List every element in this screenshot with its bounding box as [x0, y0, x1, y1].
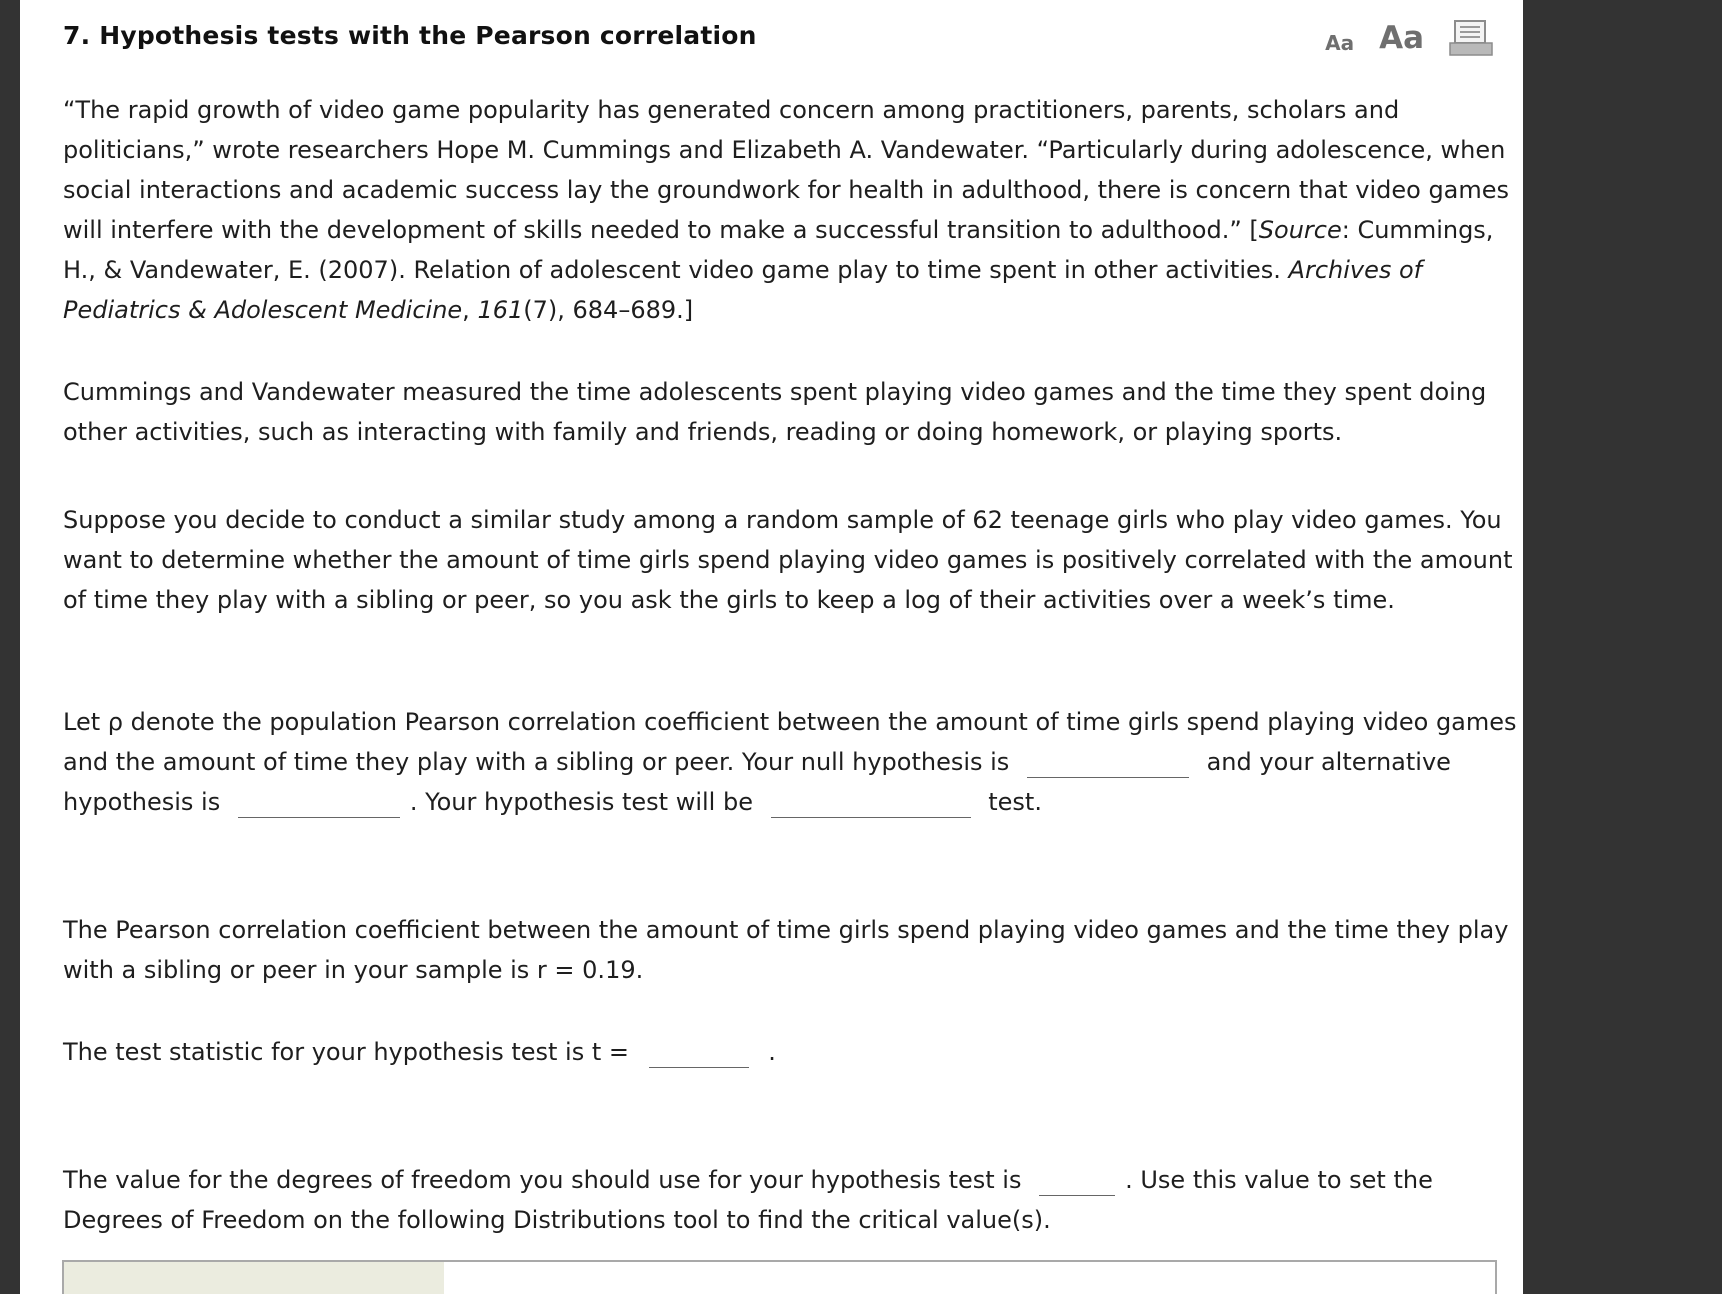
test-type-dropdown[interactable]	[771, 789, 971, 818]
dof-suffix: . Use this value to set the Degrees of Freedom on the following Distributions tool to find the critical value(s).	[63, 1166, 1433, 1234]
null-hypothesis-dropdown[interactable]	[1027, 749, 1189, 778]
hypothesis-text-1: Let ρ denote the population Pearson correlation coefficient between the amount of time girls spend playing video games and the amount of time they play with a sibling or peer. Your null hypothesis is	[63, 708, 1517, 776]
journal-volume: 161	[477, 296, 524, 324]
question-page	[20, 0, 1523, 1294]
alternative-hypothesis-dropdown[interactable]	[238, 789, 400, 818]
degrees-of-freedom-paragraph	[63, 1160, 1521, 1240]
scenario-paragraph: Suppose you decide to conduct a similar study among a random sample of 62 teenage girls who play video games. You want to determine whether the amount of time girls spend playing video games is positively correlated with the amount of time they play with a sibling or peer, so you ask the girls to keep a log of their activities over a week’s time.	[63, 506, 1513, 614]
hypothesis-paragraph	[63, 702, 1521, 822]
test-statistic-text: The test statistic for your hypothesis test is t =	[63, 1038, 630, 1066]
quote-text: “The rapid growth of video game popularity has generated concern among practitioners, parents, scholars and politicians,” wrote researchers Hope M. Cummings and Elizabeth A. Vandewater. “Particularly during adolescence, when social interactions and academic success lay the groundwork for health in adulthood, there is concern that video games will interfere with the development of skills needed to make a successful transition to adulthood.”	[63, 96, 1510, 244]
source-citation: : Cummings, H., & Vandewater, E. (2007). Relation of adolescent video game play to time spent in other activities.	[63, 216, 1494, 284]
quote-paragraph	[63, 90, 1521, 330]
hypothesis-text-4: test.	[988, 788, 1042, 816]
question-title: 7. Hypothesis tests with the Pearson correlation	[63, 21, 757, 50]
hypothesis-text-2: and your alternative hypothesis is	[63, 748, 1451, 816]
distributions-tool[interactable]	[62, 1260, 1497, 1294]
correlation-paragraph: The Pearson correlation coefficient between the amount of time girls spend playing video games and the time they play with a sibling or peer in your sample is r = 0.19.	[63, 916, 1509, 984]
study-paragraph: Cummings and Vandewater measured the time adolescents spent playing video games and the time they spent doing other activities, such as interacting with family and friends, reading or doing homework, or playing sports.	[63, 378, 1487, 446]
source-open: [	[1249, 216, 1259, 244]
journal-pages: (7), 684–689.]	[523, 296, 694, 324]
hypothesis-text-3: . Your hypothesis test will be	[409, 788, 753, 816]
decrease-font-button[interactable]: Aa	[1325, 31, 1355, 55]
printer-icon[interactable]	[1449, 20, 1493, 56]
increase-font-button[interactable]: Aa	[1379, 20, 1424, 56]
citation-separator: ,	[462, 296, 478, 324]
test-statistic-suffix: .	[768, 1038, 776, 1066]
test-statistic-input[interactable]	[649, 1039, 749, 1068]
test-statistic-paragraph	[63, 1032, 1521, 1072]
distributions-tool-panel	[64, 1262, 444, 1294]
source-label: Source	[1258, 216, 1342, 244]
display-tools	[1325, 20, 1493, 56]
journal-name: Archives of Pediatrics & Adolescent Medicine	[63, 256, 1423, 324]
dof-text: The value for the degrees of freedom you should use for your hypothesis test is	[63, 1166, 1022, 1194]
degrees-of-freedom-input[interactable]	[1039, 1167, 1115, 1196]
